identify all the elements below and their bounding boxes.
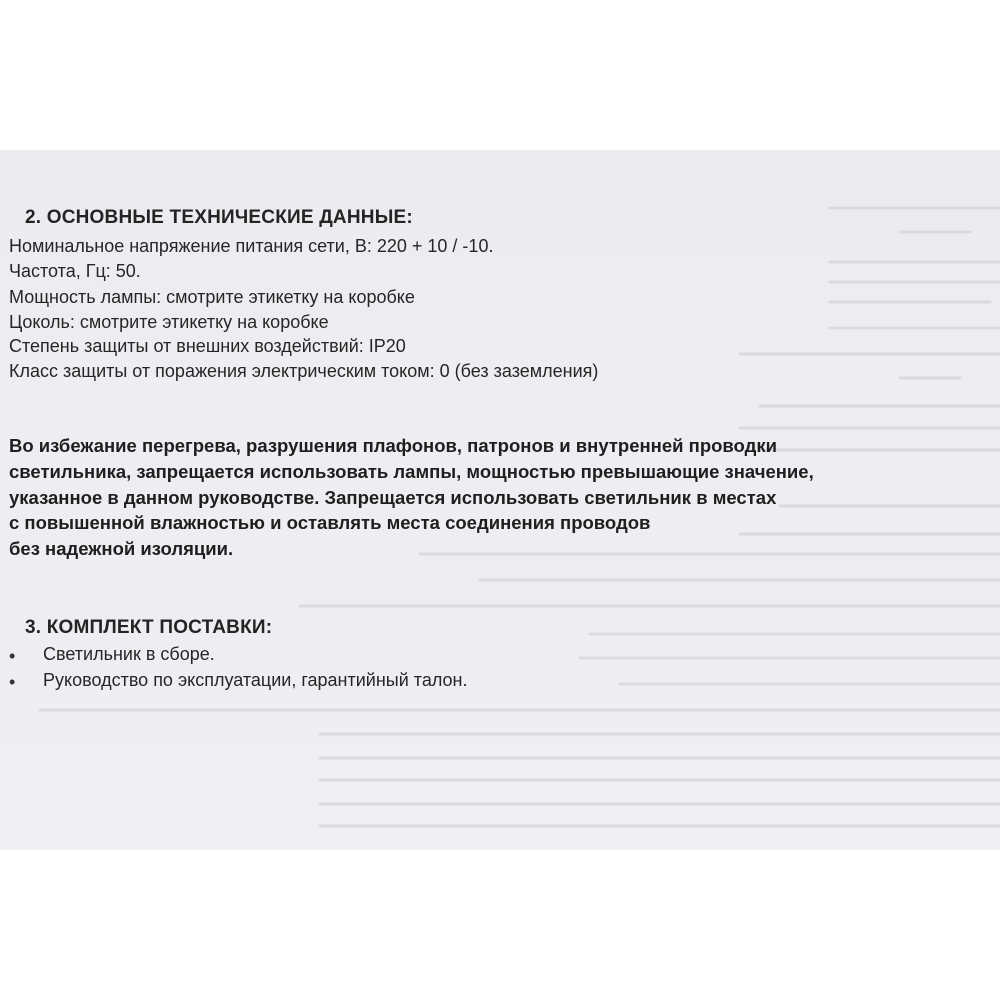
warning-line-5: без надежной изоляции. (9, 538, 234, 559)
warning-line-4: с повышенной влажностью и оставлять места соединения проводов (9, 512, 651, 533)
warning-line-1: Во избежание перегрева, разрушения плафонов, патронов и внутренней проводки (9, 435, 777, 456)
spec-line-frequency: Частота, Гц: 50. (9, 261, 141, 281)
paper-sheet (0, 150, 1000, 850)
spec-line-lamp-power: Мощность лампы: смотрите этикетку на коробке (9, 287, 415, 307)
bullet-marker-1: • (9, 646, 16, 666)
bullet-marker-2: • (9, 672, 16, 692)
list-item: Руководство по эксплуатации, гарантийный талон. (43, 670, 468, 690)
warning-line-3: указанное в данном руководстве. Запрещается использовать светильник в местах (9, 487, 777, 508)
spec-line-voltage: Номинальное напряжение питания сети, В: 220 + 10 / -10. (9, 236, 494, 256)
spec-line-socket: Цоколь: смотрите этикетку на коробке (9, 312, 329, 332)
list-item: Светильник в сборе. (43, 644, 215, 664)
document-content (0, 150, 1000, 850)
warning-line-2: светильника, запрещается использовать лампы, мощностью превышающие значение, (9, 461, 814, 482)
spec-line-ingress-protection: Степень защиты от внешних воздействий: IP20 (9, 336, 406, 356)
section-2-heading: 2. ОСНОВНЫЕ ТЕХНИЧЕСКИЕ ДАННЫЕ: (25, 207, 413, 228)
spec-line-electric-protection-class: Класс защиты от поражения электрическим током: 0 (без заземления) (9, 361, 599, 381)
section-3-heading: 3. КОМПЛЕКТ ПОСТАВКИ: (25, 617, 273, 638)
